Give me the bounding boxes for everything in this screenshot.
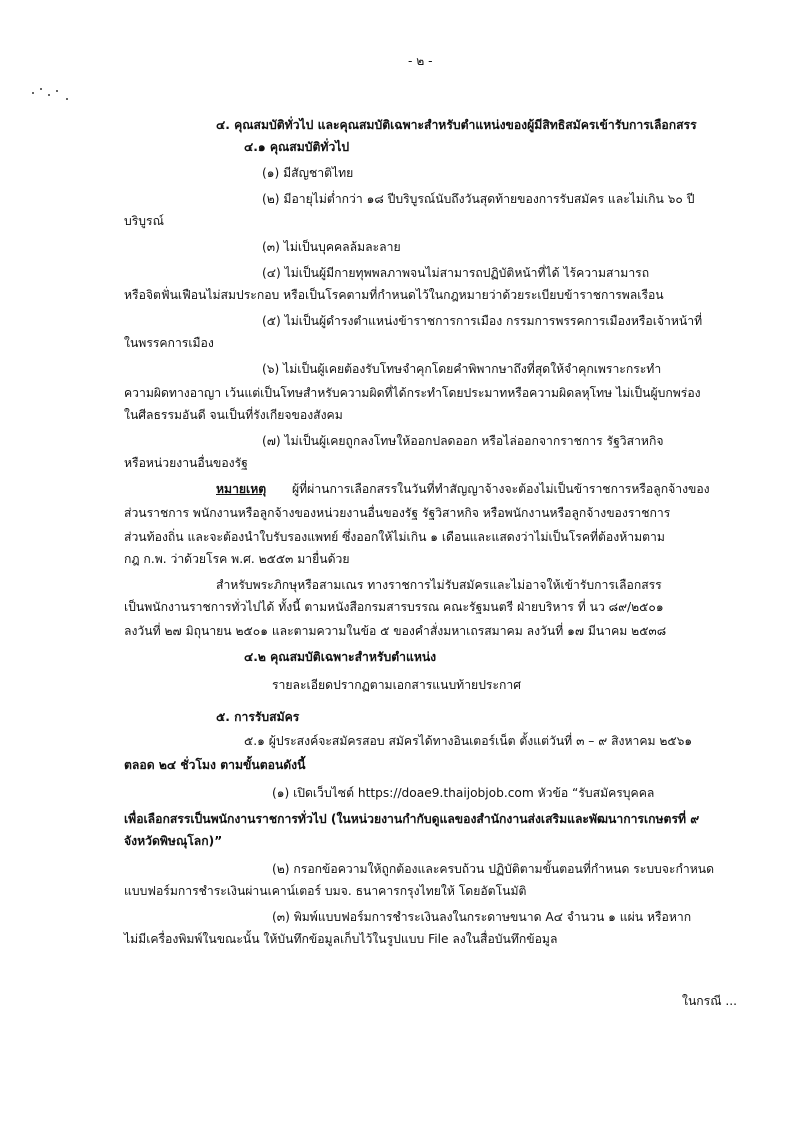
qualification-2: (๒) มีอายุไม่ต่ำกว่า ๑๘ ปีบริบูรณ์นับถึงวันสุดท้ายของการรับสมัคร และไม่เกิน ๖๐ ปี bbox=[262, 192, 695, 206]
section-4-heading: ๔. คุณสมบัติทั่วไป และคุณสมบัติเฉพาะสำหรับตำแหน่งของผู้มีสิทธิสมัครเข้ารับการเลือกสรร bbox=[216, 118, 697, 132]
qualification-4: (๔) ไม่เป็นผู้มีกายทุพพลภาพจนไม่สามารถปฏิบัติหน้าที่ได้ ไร้ความสามารถ bbox=[262, 266, 650, 280]
section-4-2-heading: ๔.๒ คุณสมบัติเฉพาะสำหรับตำแหน่ง bbox=[244, 650, 437, 664]
qualification-5: (๕) ไม่เป็นผู้ดำรงตำแหน่งข้าราชการการเมือง กรรมการพรรคการเมืองหรือเจ้าหน้าที่ bbox=[262, 314, 703, 328]
qualification-6: (๖) ไม่เป็นผู้เคยต้องรับโทษจำคุกโดยคำพิพากษาถึงที่สุดให้จำคุกเพราะกระทำ bbox=[262, 362, 662, 376]
section-4-1-heading: ๔.๑ คุณสมบัติทั่วไป bbox=[244, 140, 350, 154]
qualification-3: (๓) ไม่เป็นบุคคลล้มละลาย bbox=[262, 240, 401, 254]
section-5-1-line-1: ๕.๑ ผู้ประสงค์จะสมัครสอบ สมัครได้ทางอินเตอร์เน็ต ตั้งแต่วันที่ ๓ – ๙ สิงหาคม ๒๕๖๑ bbox=[244, 734, 693, 748]
qualification-6-cont-1: ความผิดทางอาญา เว้นแต่เป็นโทษสำหรับความผิดที่ได้กระทำโดยประมาทหรือความผิดลหุโทษ ไม่เป็นผู้บกพร่อง bbox=[124, 386, 701, 400]
note-line-3: ส่วนท้องถิ่น และจะต้องนำใบรับรองแพทย์ ซึ่งออกให้ไม่เกิน ๑ เดือนและแสดงว่าไม่เป็นโรคที่ต้องห้ามตาม bbox=[124, 530, 665, 544]
step-1-line-3: จังหวัดพิษณุโลก)” bbox=[124, 834, 223, 848]
qualification-1: (๑) มีสัญชาติไทย bbox=[262, 166, 354, 180]
qualification-7: (๗) ไม่เป็นผู้เคยถูกลงโทษให้ออกปลดออก หรือไล่ออกจากราชการ รัฐวิสาหกิจ bbox=[262, 434, 664, 448]
section-5-1-line-2: ตลอด ๒๔ ชั่วโมง ตามขั้นตอนดังนี้ bbox=[124, 758, 306, 772]
qualification-4-cont: หรือจิตฟั่นเฟือนไม่สมประกอบ หรือเป็นโรคตามที่กำหนดไว้ในกฎหมายว่าด้วยระเบียบข้าราชการพลเรือน bbox=[124, 288, 664, 302]
note-line-2: ส่วนราชการ พนักงานหรือลูกจ้างของหน่วยงานอื่นของรัฐ รัฐวิสาหกิจ หรือพนักงานหรือลูกจ้างของราชการ bbox=[124, 506, 671, 520]
qualification-5-cont: ในพรรคการเมือง bbox=[124, 336, 214, 350]
qualification-7-cont: หรือหน่วยงานอื่นของรัฐ bbox=[124, 456, 248, 470]
step-1-line-1: (๑) เปิดเว็บไซต์ https://doae9.thaijobjob.com หัวข้อ “รับสมัครบุคคล bbox=[272, 786, 655, 800]
monk-paragraph-1: สำหรับพระภิกษุหรือสามเณร ทางราชการไม่รับสมัครและไม่อาจให้เข้ารับการเลือกสรร bbox=[216, 578, 662, 592]
monk-paragraph-2: เป็นพนักงานราชการทั่วไปได้ ทั้งนี้ ตามหนังสือกรมสารบรรณ คณะรัฐมนตรี ฝ่ายบริหาร ที่ นว ๘๙/๒๕๐๑ bbox=[124, 600, 664, 614]
step-2-line-1: (๒) กรอกข้อความให้ถูกต้องและครบถ้วน ปฏิบัติตามขั้นตอนที่กำหนด ระบบจะกำหนด bbox=[272, 862, 714, 876]
section-5-heading: ๕. การรับสมัคร bbox=[216, 710, 300, 724]
step-2-line-2: แบบฟอร์มการชำระเงินผ่านเคาน์เตอร์ บมจ. ธนาคารกรุงไทยให้ โดยอัตโนมัติ bbox=[124, 884, 527, 898]
note-label: หมายเหตุ bbox=[216, 482, 267, 496]
page-number: - ๒ - bbox=[408, 54, 433, 68]
qualification-2-cont: บริบูรณ์ bbox=[124, 214, 164, 228]
note-line-1: ผู้ที่ผ่านการเลือกสรรในวันที่ทำสัญญาจ้างจะต้องไม่เป็นข้าราชการหรือลูกจ้างของ bbox=[292, 482, 710, 496]
section-4-2-text: รายละเอียดปรากฏตามเอกสารแนบท้ายประกาศ bbox=[272, 678, 521, 692]
continuation-text: ในกรณี ... bbox=[682, 994, 738, 1008]
qualification-6-cont-2: ในศีลธรรมอันดี จนเป็นที่รังเกียจของสังคม bbox=[124, 408, 343, 422]
monk-paragraph-3: ลงวันที่ ๒๗ มิถุนายน ๒๕๐๑ และตามความในข้อ ๕ ของคำสั่งมหาเถรสมาคม ลงวันที่ ๑๗ มีนาคม ๒๕๓๘ bbox=[124, 624, 667, 638]
step-3-line-1: (๓) พิมพ์แบบฟอร์มการชำระเงินลงในกระดาษขนาด A๔ จำนวน ๑ แผ่น หรือหาก bbox=[272, 910, 692, 924]
step-3-line-2: ไม่มีเครื่องพิมพ์ในขณะนั้น ให้บันทึกข้อมูลเก็บไว้ในรูปแบบ File ลงในสื่อบันทึกข้อมูล bbox=[124, 932, 558, 946]
step-1-line-2: เพื่อเลือกสรรเป็นพนักงานราชการทั่วไป (ในหน่วยงานกำกับดูแลของสำนักงานส่งเสริมและพัฒนาการเกษตรที่ ๙ bbox=[124, 812, 700, 826]
note-line-4: กฎ ก.พ. ว่าด้วยโรค พ.ศ. ๒๕๕๓ มายื่นด้วย bbox=[124, 552, 350, 566]
